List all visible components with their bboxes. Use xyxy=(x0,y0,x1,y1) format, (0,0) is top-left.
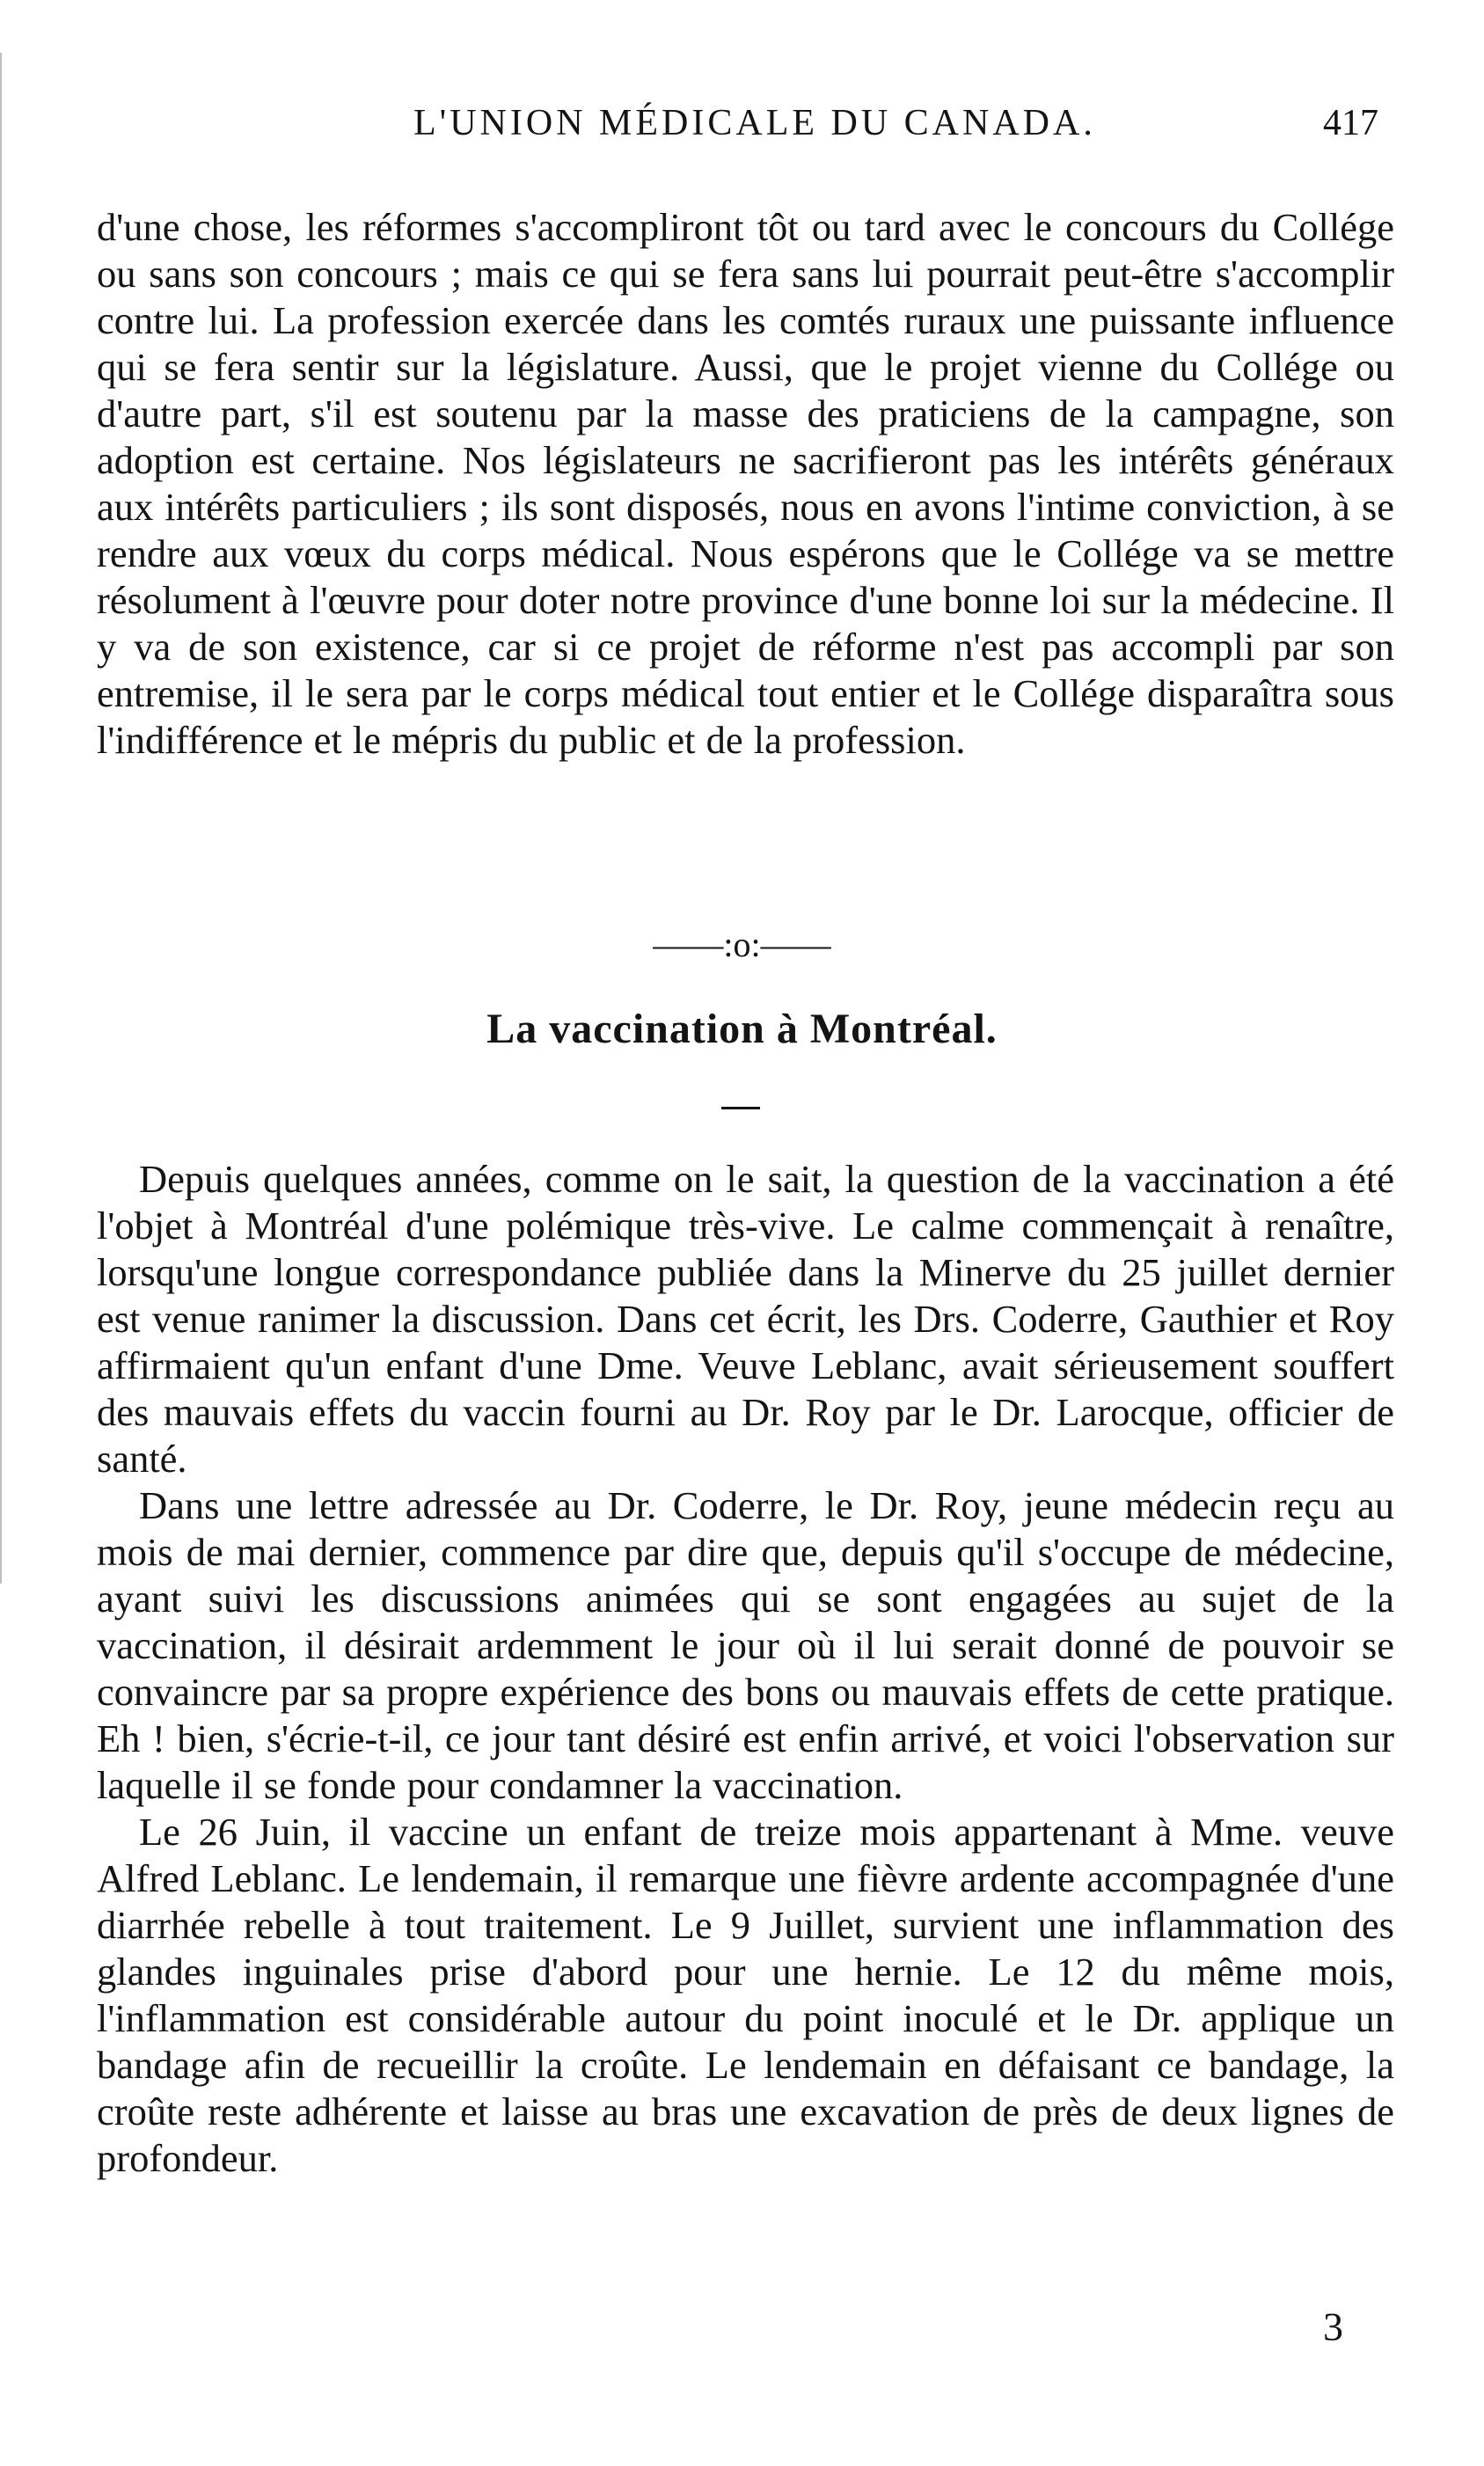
article-paragraph-3: Le 26 Juin, il vaccine un enfant de treize mois appartenant à Mme. veuve Alfred Leblanc. Le lendemain, il remarque une fièvre ardente accompagnée d'une diarrhée rebelle à tout traitement. Le 9 Juillet, survient une inflammation des glandes inguinales prise d'abord pour une hernie. Le 12 du même mois, l'inflammation est considérable autour du point inoculé et le Dr. applique un bandage afin de recueillir la croûte. Le lendemain en défaisant ce bandage, la croûte reste adhérente et laisse au bras une excavation de près de deux lignes de profondeur. xyxy=(97,1810,1394,2180)
page-number: 417 xyxy=(1323,103,1378,143)
intro-paragraph: d'une chose, les réformes s'accompliront tôt ou tard avec le concours du Collége ou sans son concours ; mais ce qui se fera sans lui pourrait peut-être s'accomplir contre lui. La profession exercée dans les comtés ruraux une puissante influence qui se fera sentir sur la législature. Aussi, que le projet vienne du Collége ou d'autre part, s'il est soutenu par la masse des praticiens de la campagne, son adoption est certaine. Nos législateurs ne sacrifieront pas les intérêts généraux aux intérêts particuliers ; ils sont disposés, nous en avons l'intime conviction, à se rendre aux vœux du corps médical. Nous espérons que le Collége va se mettre résolument à l'œuvre pour doter notre province d'une bonne loi sur la médecine. Il y va de son existence, car si ce projet de réforme n'est pas accompli par son entremise, il le sera par le corps médical tout entier et le Collége disparaîtra sous l'indifférence et le mépris du public et de la profession. xyxy=(97,205,1394,762)
journal-title: L'UNION MÉDICALE DU CANADA. xyxy=(413,103,1096,143)
title-rule xyxy=(721,1107,760,1109)
page-edge xyxy=(0,53,9,1584)
running-head xyxy=(0,102,1484,155)
article-title: La vaccination à Montréal. xyxy=(486,1006,998,1052)
article-body xyxy=(97,1156,1394,2182)
signature-mark: 3 xyxy=(1323,2304,1343,2349)
intro-text xyxy=(97,204,1394,764)
article-paragraph-2: Dans une lettre adressée au Dr. Coderre, le Dr. Roy, jeune médecin reçu au mois de mai dernier, commence par dire que, depuis qu'il s'occupe de médecine, ayant suivi les discussions animées qui se sont engagées au sujet de la vaccination, il désirait ardemment le jour où il lui serait donné de pouvoir se convaincre par sa propre expérience des bons ou mauvais effets de cette pratique. Eh ! bien, s'écrie-t-il, ce jour tant désiré est enfin arrivé, et voici l'observation sur laquelle il se fonde pour condamner la vaccination. xyxy=(97,1483,1394,1807)
article-paragraph-1: Depuis quelques années, comme on le sait, la question de la vaccination a été l'objet à Montréal d'une polémique très-vive. Le calme commençait à renaître, lorsqu'une longue correspondance publiée dans la Minerve du 25 juillet dernier est venue ranimer la discussion. Dans cet écrit, les Drs. Coderre, Gauthier et Roy affirmaient qu'un enfant d'une Dme. Veuve Leblanc, avait sérieusement souffert des mauvais effets du vaccin fourni au Dr. Roy par le Dr. Larocque, officier de santé. xyxy=(97,1157,1394,1481)
section-separator: ——:o:—— xyxy=(653,925,831,964)
